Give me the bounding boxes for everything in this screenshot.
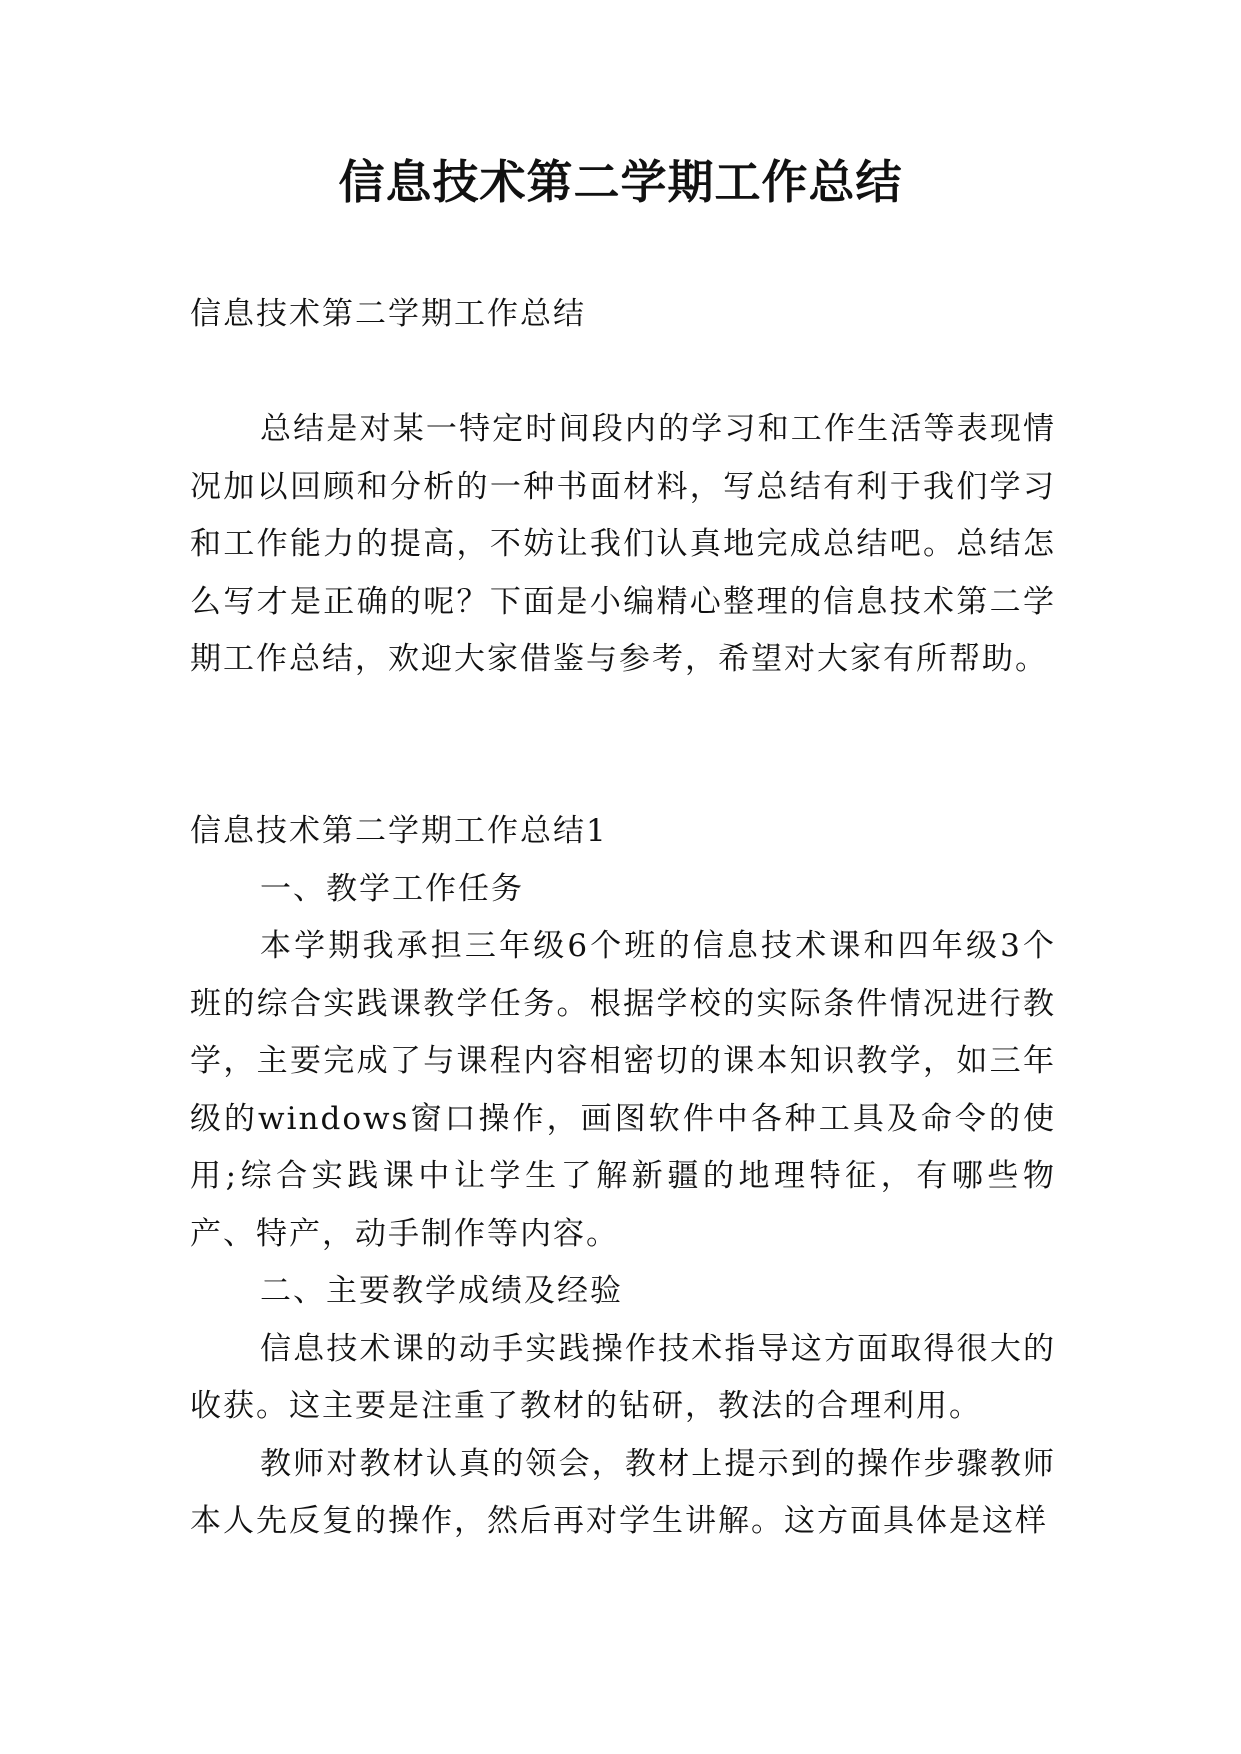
intro-paragraph: 总结是对某一特定时间段内的学习和工作生活等表现情况加以回顾和分析的一种书面材料，写总结有利于我们学习和工作能力的提高，不妨让我们认真地完成总结吧。总结怎么写才是正确的呢？下面是小编精心整理的信息技术第二学期工作总结，欢迎大家借鉴与参考，希望对大家有所帮助。 [190, 411, 1056, 677]
section-1 [190, 803, 1056, 1551]
document-subtitle: 信息技术第二学期工作总结 [190, 296, 586, 332]
part-2-paragraph-2: 教师对教材认真的领会，教材上提示到的操作步骤教师本人先反复的操作，然后再对学生讲解。这方面具体是这样 [190, 1445, 1056, 1539]
part-1-heading: 一、教学工作任务 [260, 870, 524, 907]
part-2-heading: 二、主要教学成绩及经验 [260, 1273, 623, 1309]
part-1-paragraph: 本学期我承担三年级6个班的信息技术课和四年级3个班的综合实践课教学任务。根据学校的实际条件情况进行教学，主要完成了与课程内容相密切的课本知识教学，如三年级的windows窗口操作，画图软件中各种工具及命令的使用;综合实践课中让学生了解新疆的地理特征，有哪些物产、特产，动手制作等内容。 [190, 928, 1056, 1252]
section-1-heading: 信息技术第二学期工作总结1 [190, 813, 608, 849]
document-title: 信息技术第二学期工作总结 [338, 155, 903, 209]
part-2-paragraph-1: 信息技术课的动手实践操作技术指导这方面取得很大的收获。这主要是注重了教材的钻研，教法的合理利用。 [190, 1330, 1056, 1424]
